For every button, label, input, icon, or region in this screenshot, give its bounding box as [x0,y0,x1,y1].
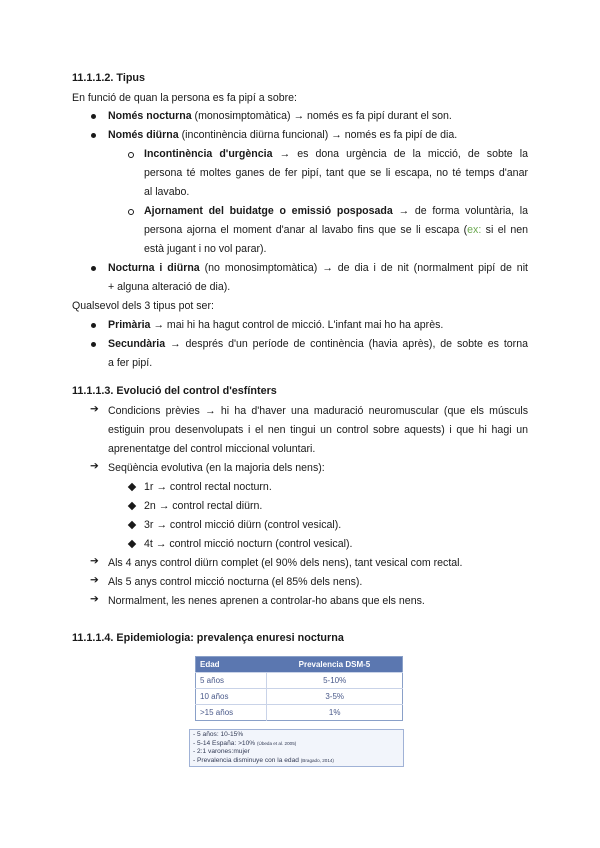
list-item: Condicions prèvies → hi ha d'haver una maduració neuromuscular (que els músculs [108,405,528,417]
prevalence-table [195,656,403,721]
table-row [196,673,403,689]
list-item-cont: persona té moltes ganes de fer pipí, tant que se li escapa, no té temps d'anar [144,167,528,179]
table-cell: >15 años [196,705,267,721]
circle-bullet-icon [128,209,134,215]
table-header: Prevalencia DSM-5 [267,657,403,673]
circle-bullet-icon [128,152,134,158]
body-text: Qualsevol dels 3 tipus pot ser: [72,300,214,312]
list-item: Primària → mai hi ha hagut control de micció. L'infant mai ho ha après. [108,319,444,331]
list-item-cont: persona ajorna el moment d'anar al lavabo fins que se li escapa (ex: si el nen [144,224,528,236]
list-item: Només diürna (incontinència diürna funcional) → només es fa pipí de dia. [108,129,458,141]
note-line: - Prevalencia disminuye con la edad (Bragado, 2014) [193,756,334,764]
list-item: 4t → control micció nocturn (control vesical). [144,538,353,550]
table-cell: 10 años [196,689,267,705]
list-item-cont: al lavabo. [144,186,190,198]
notes-box [189,729,404,767]
arrow-bullet-icon: ➔ [90,403,99,415]
bullet-icon [91,114,96,119]
table-cell: 3-5% [267,689,403,705]
section-title-epidemiologia: 11.1.1.4. Epidemiologia: prevalença enuresi nocturna [72,632,344,644]
table-cell: 5-10% [267,673,403,689]
diamond-bullet-icon [128,502,136,510]
list-item-cont: estiguin prou desenvolupats i el nen tingui un control sobre aquests) i que hi hagi un [108,424,528,436]
intro-text: En funció de quan la persona es fa pipí a sobre: [72,92,297,104]
arrow-bullet-icon: ➔ [90,460,99,472]
bullet-icon [91,323,96,328]
list-item: Als 5 anys control micció nocturna (el 85% dels nens). [108,576,363,588]
list-item: Només nocturna (monosimptomàtica) → només es fa pipí durant el son. [108,110,452,122]
section-title-evolucio: 11.1.1.3. Evolució del control d'esfínters [72,385,277,397]
list-item-cont: + alguna alteració de dia). [108,281,231,293]
list-item: Normalment, les nenes aprenen a controlar-ho abans que els nens. [108,595,425,607]
list-item: Ajornament del buidatge o emissió posposada → de forma voluntària, la [144,205,529,217]
list-item: Als 4 anys control diürn complet (el 90% dels nens), tant vesical com rectal. [108,557,463,569]
section-title-tipus: 11.1.1.2. Tipus [72,72,146,84]
table-header: Edad [196,657,267,673]
note-line: - 2:1 varones:mujer [193,748,250,755]
list-item: 3r → control micció diürn (control vesical). [144,519,342,531]
diamond-bullet-icon [128,540,136,548]
list-item: Nocturna i diürna (no monosimptomàtica) → de dia i de nit (normalment pipí de nit [108,262,528,274]
note-line: - 5 años: 10-15% [193,731,244,738]
table-row [196,705,403,721]
list-item: 1r → control rectal nocturn. [144,481,272,493]
list-item: Incontinència d'urgència → es dona urgència de la micció, de sobte la [144,148,528,160]
table-row [196,689,403,705]
list-item: 2n → control rectal diürn. [144,500,263,512]
bullet-icon [91,342,96,347]
list-item-cont: està jugant i no vol parar). [144,243,267,255]
diamond-bullet-icon [128,521,136,529]
arrow-bullet-icon: ➔ [90,574,99,586]
note-line: - 5-14 España: >10% (Úbeda et al. 2005) [193,739,297,747]
list-item-cont: a fer pipí. [108,357,153,369]
arrow-bullet-icon: ➔ [90,593,99,605]
diamond-bullet-icon [128,483,136,491]
table-header-row [196,657,403,673]
table-cell: 5 años [196,673,267,689]
list-item-cont: aprenentatge del control miccional voluntari. [108,443,316,455]
bullet-icon [91,133,96,138]
bullet-icon [91,266,96,271]
arrow-bullet-icon: ➔ [90,555,99,567]
list-item: Secundària → després d'un període de continència (havia après), de sobte es torna [108,338,528,350]
list-item: Seqüència evolutiva (en la majoria dels nens): [108,462,325,474]
table-cell: 1% [267,705,403,721]
